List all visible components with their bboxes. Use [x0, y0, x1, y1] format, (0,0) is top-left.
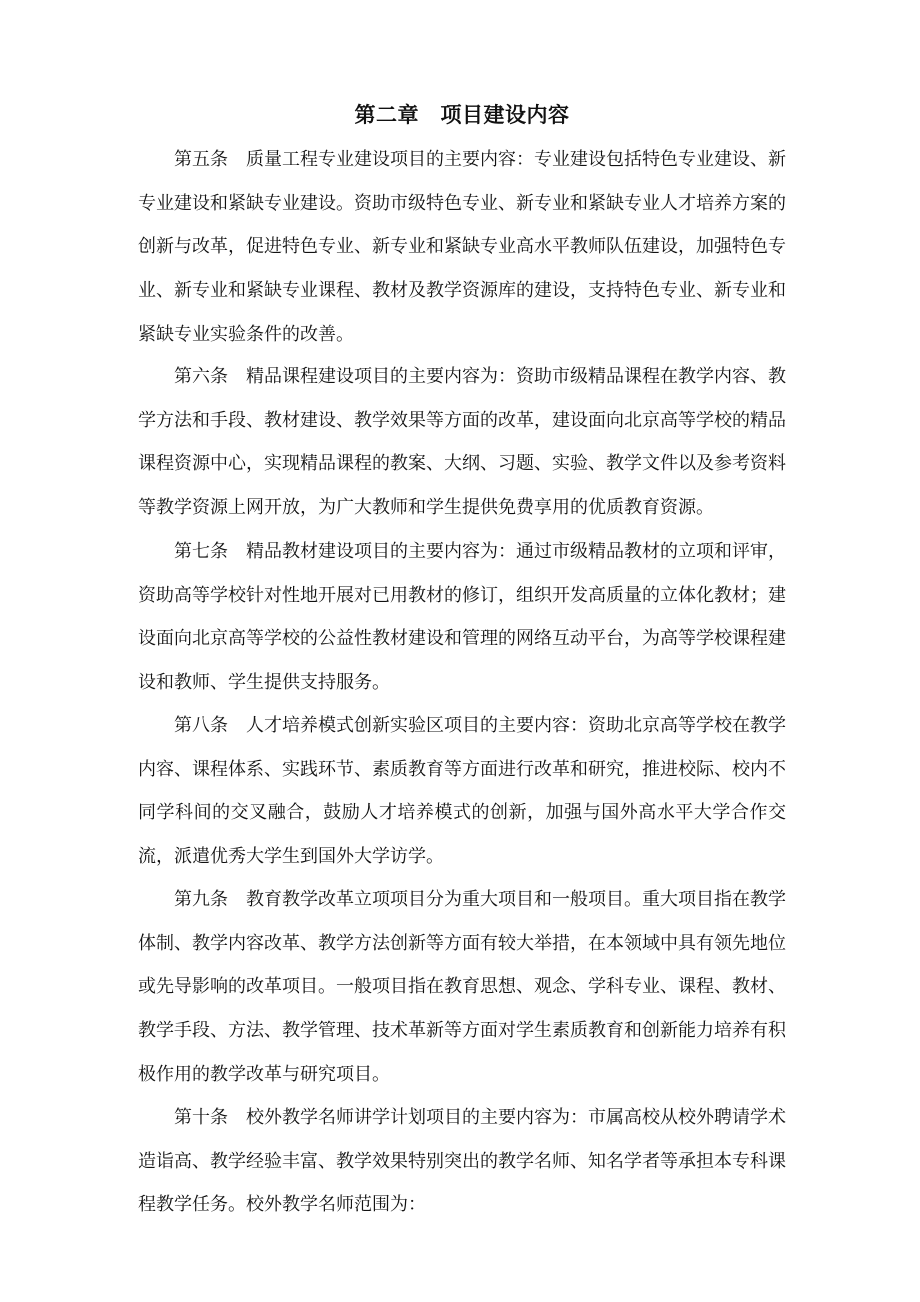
- article-7: 第七条 精品教材建设项目的主要内容为：通过市级精品教材的立项和评审，资助高等学校针对性地开展对已用教材的修订，组织开发高质量的立体化教材；建设面向北京高等学校的公益性教材建设和管理的网络互动平台，为高等学校课程建设和教师、学生提供支持服务。: [138, 541, 786, 694]
- article-5: 第五条 质量工程专业建设项目的主要内容：专业建设包括特色专业建设、新专业建设和紧缺专业建设。资助市级特色专业、新专业和紧缺专业人才培养方案的创新与改革，促进特色专业、新专业和紧缺专业高水平教师队伍建设，加强特色专业、新专业和紧缺专业课程、教材及教学资源库的建设，支持特色专业、新专业和紧缺专业实验条件的改善。: [138, 149, 786, 345]
- article-6: 第六条 精品课程建设项目的主要内容为：资助市级精品课程在教学内容、教学方法和手段、教材建设、教学效果等方面的改革，建设面向北京高等学校的精品课程资源中心，实现精品课程的教案、大纲、习题、实验、教学文件以及参考资料等教学资源上网开放，为广大教师和学生提供免费享用的优质教育资源。: [138, 366, 786, 519]
- article-10: 第十条 校外教学名师讲学计划项目的主要内容为：市属高校从校外聘请学术造诣高、教学经验丰富、教学效果特别突出的教学名师、知名学者等承担本专科课程教学任务。校外教学名师范围为：: [138, 1107, 786, 1216]
- article-8: 第八条 人才培养模式创新实验区项目的主要内容：资助北京高等学校在教学内容、课程体系、实践环节、素质教育等方面进行改革和研究，推进校际、校内不同学科间的交叉融合，鼓励人才培养模式的创新，加强与国外高水平大学合作交流，派遣优秀大学生到国外大学访学。: [138, 715, 786, 868]
- chapter-title: 第二章 项目建设内容: [354, 103, 570, 127]
- document-page: [138, 0, 786, 1302]
- article-9: 第九条 教育教学改革立项项目分为重大项目和一般项目。重大项目指在教学体制、教学内容改革、教学方法创新等方面有较大举措，在本领域中具有领先地位或先导影响的改革项目。一般项目指在教育思想、观念、学科专业、课程、教材、教学手段、方法、教学管理、技术革新等方面对学生素质教育和创新能力培养有积极作用的教学改革与研究项目。: [138, 889, 786, 1085]
